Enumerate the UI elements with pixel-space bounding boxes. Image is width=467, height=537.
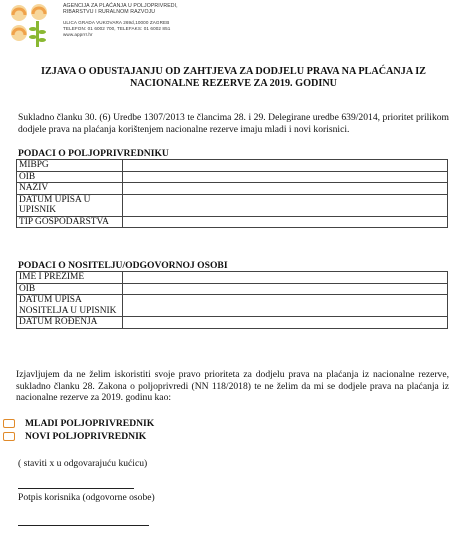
agency-name-line1: AGENCIJA ZA PLAĆANJA U POLJOPRIVREDI, (63, 3, 178, 9)
agency-website[interactable]: www.apprrr.hr (63, 31, 93, 37)
option-label: NOVI POLJOPRIVREDNIK (25, 430, 147, 442)
section-holder-heading: PODACI O NOSITELJU/ODGOVORNOJ OSOBI (18, 260, 228, 271)
holder-oib-field[interactable] (123, 283, 448, 295)
new-farmer-checkbox[interactable] (3, 432, 15, 441)
table-row (17, 295, 448, 317)
table-row (17, 183, 448, 195)
row-label: NAZIV (17, 183, 123, 195)
signature-line[interactable] (18, 488, 134, 489)
section-farmer-heading: PODACI O POLJOPRIVREDNIKU (18, 148, 169, 159)
intro-paragraph: Sukladno članku 30. (6) Uredbe 1307/2013 te člancima 28. i 29. Delegirane uredbe 639/2014, prioritet prilikom dodjele prava na plaćanja korištenjem nacionalne rezerve imaju mladi i novi korisnici. (18, 112, 449, 135)
table-row (17, 171, 448, 183)
row-label: DATUM ROĐENJA (17, 317, 123, 329)
option-young-farmer[interactable] (3, 417, 154, 429)
registration-date-field[interactable] (123, 194, 448, 216)
declaration-paragraph: Izjavljujem da ne želim iskoristiti svoje pravo prioriteta za dodjelu prava na plaćanja iz nacionalne rezerve, sukladno članku 28. Zakona o poljoprivredi (NN 118/2018) te ne želim da mi se dodjele prava na plaćanja iz nacionalne rezerve za 2019. godinu kao: (16, 369, 449, 404)
table-row (17, 216, 448, 228)
row-label: DATUM UPISA NOSITELJA U UPISNIK (17, 295, 123, 317)
table-row (17, 160, 448, 172)
oib-field[interactable] (123, 171, 448, 183)
document-title-line1: IZJAVA O ODUSTAJANJU OD ZAHTJEVA ZA DODJELU PRAVA NA PLAĆANJA IZ (41, 66, 426, 77)
agency-logo (9, 3, 51, 49)
option-label: MLADI POLJOPRIVREDNIK (25, 417, 155, 429)
document-title (20, 66, 447, 89)
agency-phone: TELEFON: 01 6002 700, TELEFAKS: 01 6002 851 (63, 25, 171, 31)
farmer-data-table (16, 159, 448, 228)
agency-name-line2: RIBARSTVU I RURALNOM RAZVOJU (63, 9, 156, 16)
table-row (17, 317, 448, 329)
signature-label: Potpis korisnika (odgovorne osobe) (18, 492, 155, 503)
birth-date-field[interactable] (123, 317, 448, 329)
checkbox-instruction: ( staviti x u odgovarajuću kućicu) (18, 458, 148, 469)
agency-address: ULICA GRADA VUKOVARA 269d,10000 ZAGREB (63, 19, 170, 25)
row-label: TIP GOSPODARSTVA (17, 216, 123, 228)
holder-registration-date-field[interactable] (123, 295, 448, 317)
table-row (17, 283, 448, 295)
full-name-field[interactable] (123, 272, 448, 284)
table-row (17, 194, 448, 216)
young-farmer-checkbox[interactable] (3, 419, 15, 428)
holder-data-table (16, 271, 448, 329)
farm-type-field[interactable] (123, 216, 448, 228)
row-label: MIBPG (17, 160, 123, 172)
name-field[interactable] (123, 183, 448, 195)
row-label: OIB (17, 171, 123, 183)
mibpg-field[interactable] (123, 160, 448, 172)
row-label: DATUM UPISA U UPISNIK (17, 194, 123, 216)
table-row (17, 272, 448, 284)
option-new-farmer[interactable] (3, 430, 146, 442)
agency-info (63, 3, 223, 38)
date-line[interactable] (18, 525, 149, 526)
document-title-line2: NACIONALNE REZERVE ZA 2019. GODINU (129, 77, 338, 89)
row-label: IME I PREZIME (17, 272, 123, 284)
row-label: OIB (17, 283, 123, 295)
